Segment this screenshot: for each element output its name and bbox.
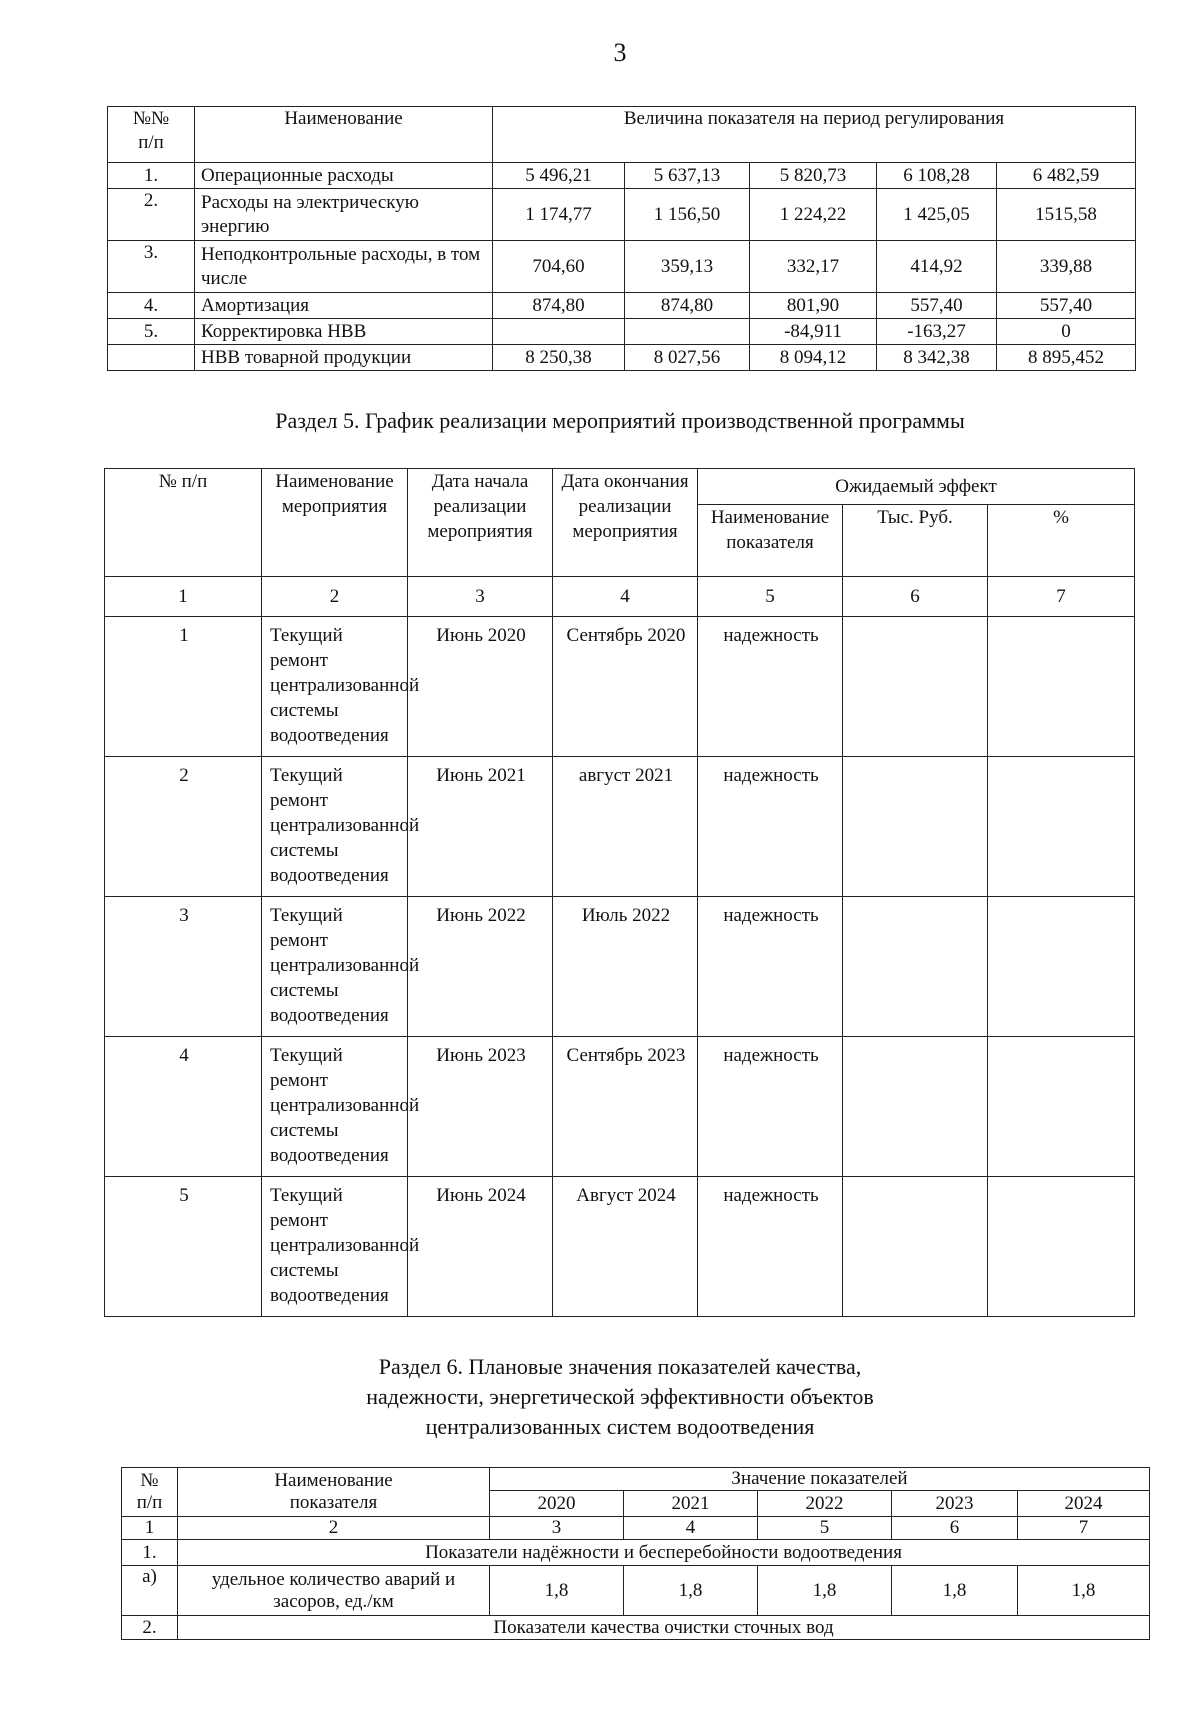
- year-header: 2020: [490, 1491, 624, 1517]
- end-date: Сентябрь 2023: [553, 1037, 698, 1177]
- cell-value: 1 425,05: [877, 189, 997, 241]
- table-row: [105, 757, 1135, 897]
- rub-value: [843, 1177, 988, 1317]
- percent-value: [988, 1037, 1135, 1177]
- cell-value: 8 250,38: [493, 345, 625, 371]
- row-num: 5.: [108, 319, 195, 345]
- column-number: 7: [988, 577, 1135, 617]
- header-value: Величина показателя на период регулирования: [493, 107, 1136, 163]
- row-num: [108, 345, 195, 371]
- row-name: Операционные расходы: [195, 163, 493, 189]
- table-row: [108, 319, 1136, 345]
- year-header: 2022: [758, 1491, 892, 1517]
- header-rub: Тыс. Руб.: [843, 505, 988, 577]
- cell-value: -84,911: [750, 319, 877, 345]
- cell-value: 6 482,59: [997, 163, 1136, 189]
- percent-value: [988, 897, 1135, 1037]
- start-date: Июнь 2020: [408, 617, 553, 757]
- group-num: 1.: [122, 1540, 178, 1566]
- cell-value: 1,8: [892, 1566, 1018, 1616]
- rub-value: [843, 757, 988, 897]
- activity-name: Текущий ремонт централизованной системы водоотведения: [262, 897, 408, 1037]
- page-number: 3: [613, 38, 627, 67]
- start-date: Июнь 2021: [408, 757, 553, 897]
- group-title: Показатели надёжности и бесперебойности водоотведения: [178, 1540, 1150, 1566]
- column-number: 2: [262, 577, 408, 617]
- row-num: 1: [105, 617, 262, 757]
- cell-value: 1 174,77: [493, 189, 625, 241]
- year-header: 2024: [1018, 1491, 1150, 1517]
- column-numbers-row: [105, 577, 1135, 617]
- table-row: [105, 1177, 1135, 1317]
- row-name: Расходы на электрическую энергию: [195, 189, 493, 241]
- cell-value: 414,92: [877, 241, 997, 293]
- table-row: [108, 345, 1136, 371]
- row-num: 5: [105, 1177, 262, 1317]
- start-date: Июнь 2022: [408, 897, 553, 1037]
- cell-value: 5 496,21: [493, 163, 625, 189]
- end-date: Июль 2022: [553, 897, 698, 1037]
- header-effect: Ожидаемый эффект: [698, 469, 1135, 505]
- header-num: №№ п/п: [108, 107, 195, 163]
- rub-value: [843, 617, 988, 757]
- header-indicator: Наименование показателя: [698, 505, 843, 577]
- group-title: Показатели качества очистки сточных вод: [178, 1616, 1150, 1640]
- end-date: Сентябрь 2020: [553, 617, 698, 757]
- cell-value: [493, 319, 625, 345]
- column-number: 1: [122, 1517, 178, 1540]
- cell-value: 8 027,56: [625, 345, 750, 371]
- cell-value: 801,90: [750, 293, 877, 319]
- cell-value: 704,60: [493, 241, 625, 293]
- cell-value: 1 224,22: [750, 189, 877, 241]
- row-name: Амортизация: [195, 293, 493, 319]
- column-number: 1: [105, 577, 262, 617]
- section6-title-line3: централизованных систем водоотведения: [425, 1414, 815, 1439]
- indicator: надежность: [698, 1177, 843, 1317]
- group-num: 2.: [122, 1616, 178, 1640]
- cell-value: 557,40: [877, 293, 997, 319]
- cell-value: 1,8: [758, 1566, 892, 1616]
- cell-value: -163,27: [877, 319, 997, 345]
- table-row: [108, 163, 1136, 189]
- cell-value: 359,13: [625, 241, 750, 293]
- activity-name: Текущий ремонт централизованной системы водоотведения: [262, 1037, 408, 1177]
- rub-value: [843, 1037, 988, 1177]
- column-number: 5: [758, 1517, 892, 1540]
- header-name: Наименование показателя: [178, 1468, 490, 1517]
- row-num: 1.: [108, 163, 195, 189]
- row-name: Неподконтрольные расходы, в том числе: [195, 241, 493, 293]
- section6-title-line1: Раздел 6. Плановые значения показателей качества,: [378, 1354, 862, 1379]
- rub-value: [843, 897, 988, 1037]
- cell-value: 1,8: [490, 1566, 624, 1616]
- cell-value: 0: [997, 319, 1136, 345]
- column-number: 5: [698, 577, 843, 617]
- table-row: [105, 617, 1135, 757]
- header-name: Наименование мероприятия: [262, 469, 408, 577]
- table-row: [105, 897, 1135, 1037]
- group-row: [122, 1616, 1150, 1640]
- percent-value: [988, 757, 1135, 897]
- table-row: [108, 189, 1136, 241]
- row-name: Корректировка НВВ: [195, 319, 493, 345]
- cell-value: 1,8: [624, 1566, 758, 1616]
- table-row: [108, 293, 1136, 319]
- cell-value: 557,40: [997, 293, 1136, 319]
- header-start: Дата начала реализации мероприятия: [408, 469, 553, 577]
- column-number: 3: [490, 1517, 624, 1540]
- section5-title: Раздел 5. График реализации мероприятий производственной программы: [275, 408, 965, 433]
- header-num: № п/п: [122, 1468, 178, 1517]
- column-number: 4: [553, 577, 698, 617]
- cell-value: 1515,58: [997, 189, 1136, 241]
- row-num: 3: [105, 897, 262, 1037]
- row-num: 2.: [108, 189, 195, 241]
- column-number: 7: [1018, 1517, 1150, 1540]
- column-number: 4: [624, 1517, 758, 1540]
- column-numbers-row: [122, 1517, 1150, 1540]
- cell-value: 8 895,452: [997, 345, 1136, 371]
- row-num: 3.: [108, 241, 195, 293]
- activity-name: Текущий ремонт централизованной системы водоотведения: [262, 757, 408, 897]
- end-date: Август 2024: [553, 1177, 698, 1317]
- table-row: [122, 1566, 1150, 1616]
- indicator: надежность: [698, 757, 843, 897]
- activity-name: Текущий ремонт централизованной системы водоотведения: [262, 617, 408, 757]
- table-row: [108, 241, 1136, 293]
- year-header: 2021: [624, 1491, 758, 1517]
- header-name: Наименование: [195, 107, 493, 163]
- cell-value: [625, 319, 750, 345]
- header-percent: %: [988, 505, 1135, 577]
- column-number: 2: [178, 1517, 490, 1540]
- percent-value: [988, 617, 1135, 757]
- start-date: Июнь 2024: [408, 1177, 553, 1317]
- row-num: 4: [105, 1037, 262, 1177]
- row-num: 2: [105, 757, 262, 897]
- section6-title-line2: надежности, энергетической эффективности объектов: [366, 1384, 874, 1409]
- activities-schedule-table: [104, 468, 1135, 1317]
- cell-value: 1 156,50: [625, 189, 750, 241]
- group-row: [122, 1540, 1150, 1566]
- cell-value: 6 108,28: [877, 163, 997, 189]
- end-date: август 2021: [553, 757, 698, 897]
- column-number: 3: [408, 577, 553, 617]
- percent-value: [988, 1177, 1135, 1317]
- start-date: Июнь 2023: [408, 1037, 553, 1177]
- header-num: № п/п: [105, 469, 262, 577]
- row-num: а): [122, 1566, 178, 1616]
- cell-value: 332,17: [750, 241, 877, 293]
- cell-value: 5 820,73: [750, 163, 877, 189]
- column-number: 6: [843, 577, 988, 617]
- year-header: 2023: [892, 1491, 1018, 1517]
- header-values-title: Значение показателей: [490, 1468, 1150, 1491]
- cell-value: 1,8: [1018, 1566, 1150, 1616]
- cell-value: 874,80: [493, 293, 625, 319]
- table-row: [105, 1037, 1135, 1177]
- row-num: 4.: [108, 293, 195, 319]
- regulation-values-table: [107, 106, 1136, 371]
- indicator: надежность: [698, 897, 843, 1037]
- cell-value: 8 094,12: [750, 345, 877, 371]
- activity-name: Текущий ремонт централизованной системы водоотведения: [262, 1177, 408, 1317]
- row-name: удельное количество аварий и засоров, ед./км: [178, 1566, 490, 1616]
- column-number: 6: [892, 1517, 1018, 1540]
- cell-value: 5 637,13: [625, 163, 750, 189]
- cell-value: 8 342,38: [877, 345, 997, 371]
- cell-value: 874,80: [625, 293, 750, 319]
- row-name: НВВ товарной продукции: [195, 345, 493, 371]
- indicator: надежность: [698, 1037, 843, 1177]
- quality-indicators-table: [121, 1467, 1150, 1640]
- indicator: надежность: [698, 617, 843, 757]
- header-end: Дата окончания реализации мероприятия: [553, 469, 698, 577]
- cell-value: 339,88: [997, 241, 1136, 293]
